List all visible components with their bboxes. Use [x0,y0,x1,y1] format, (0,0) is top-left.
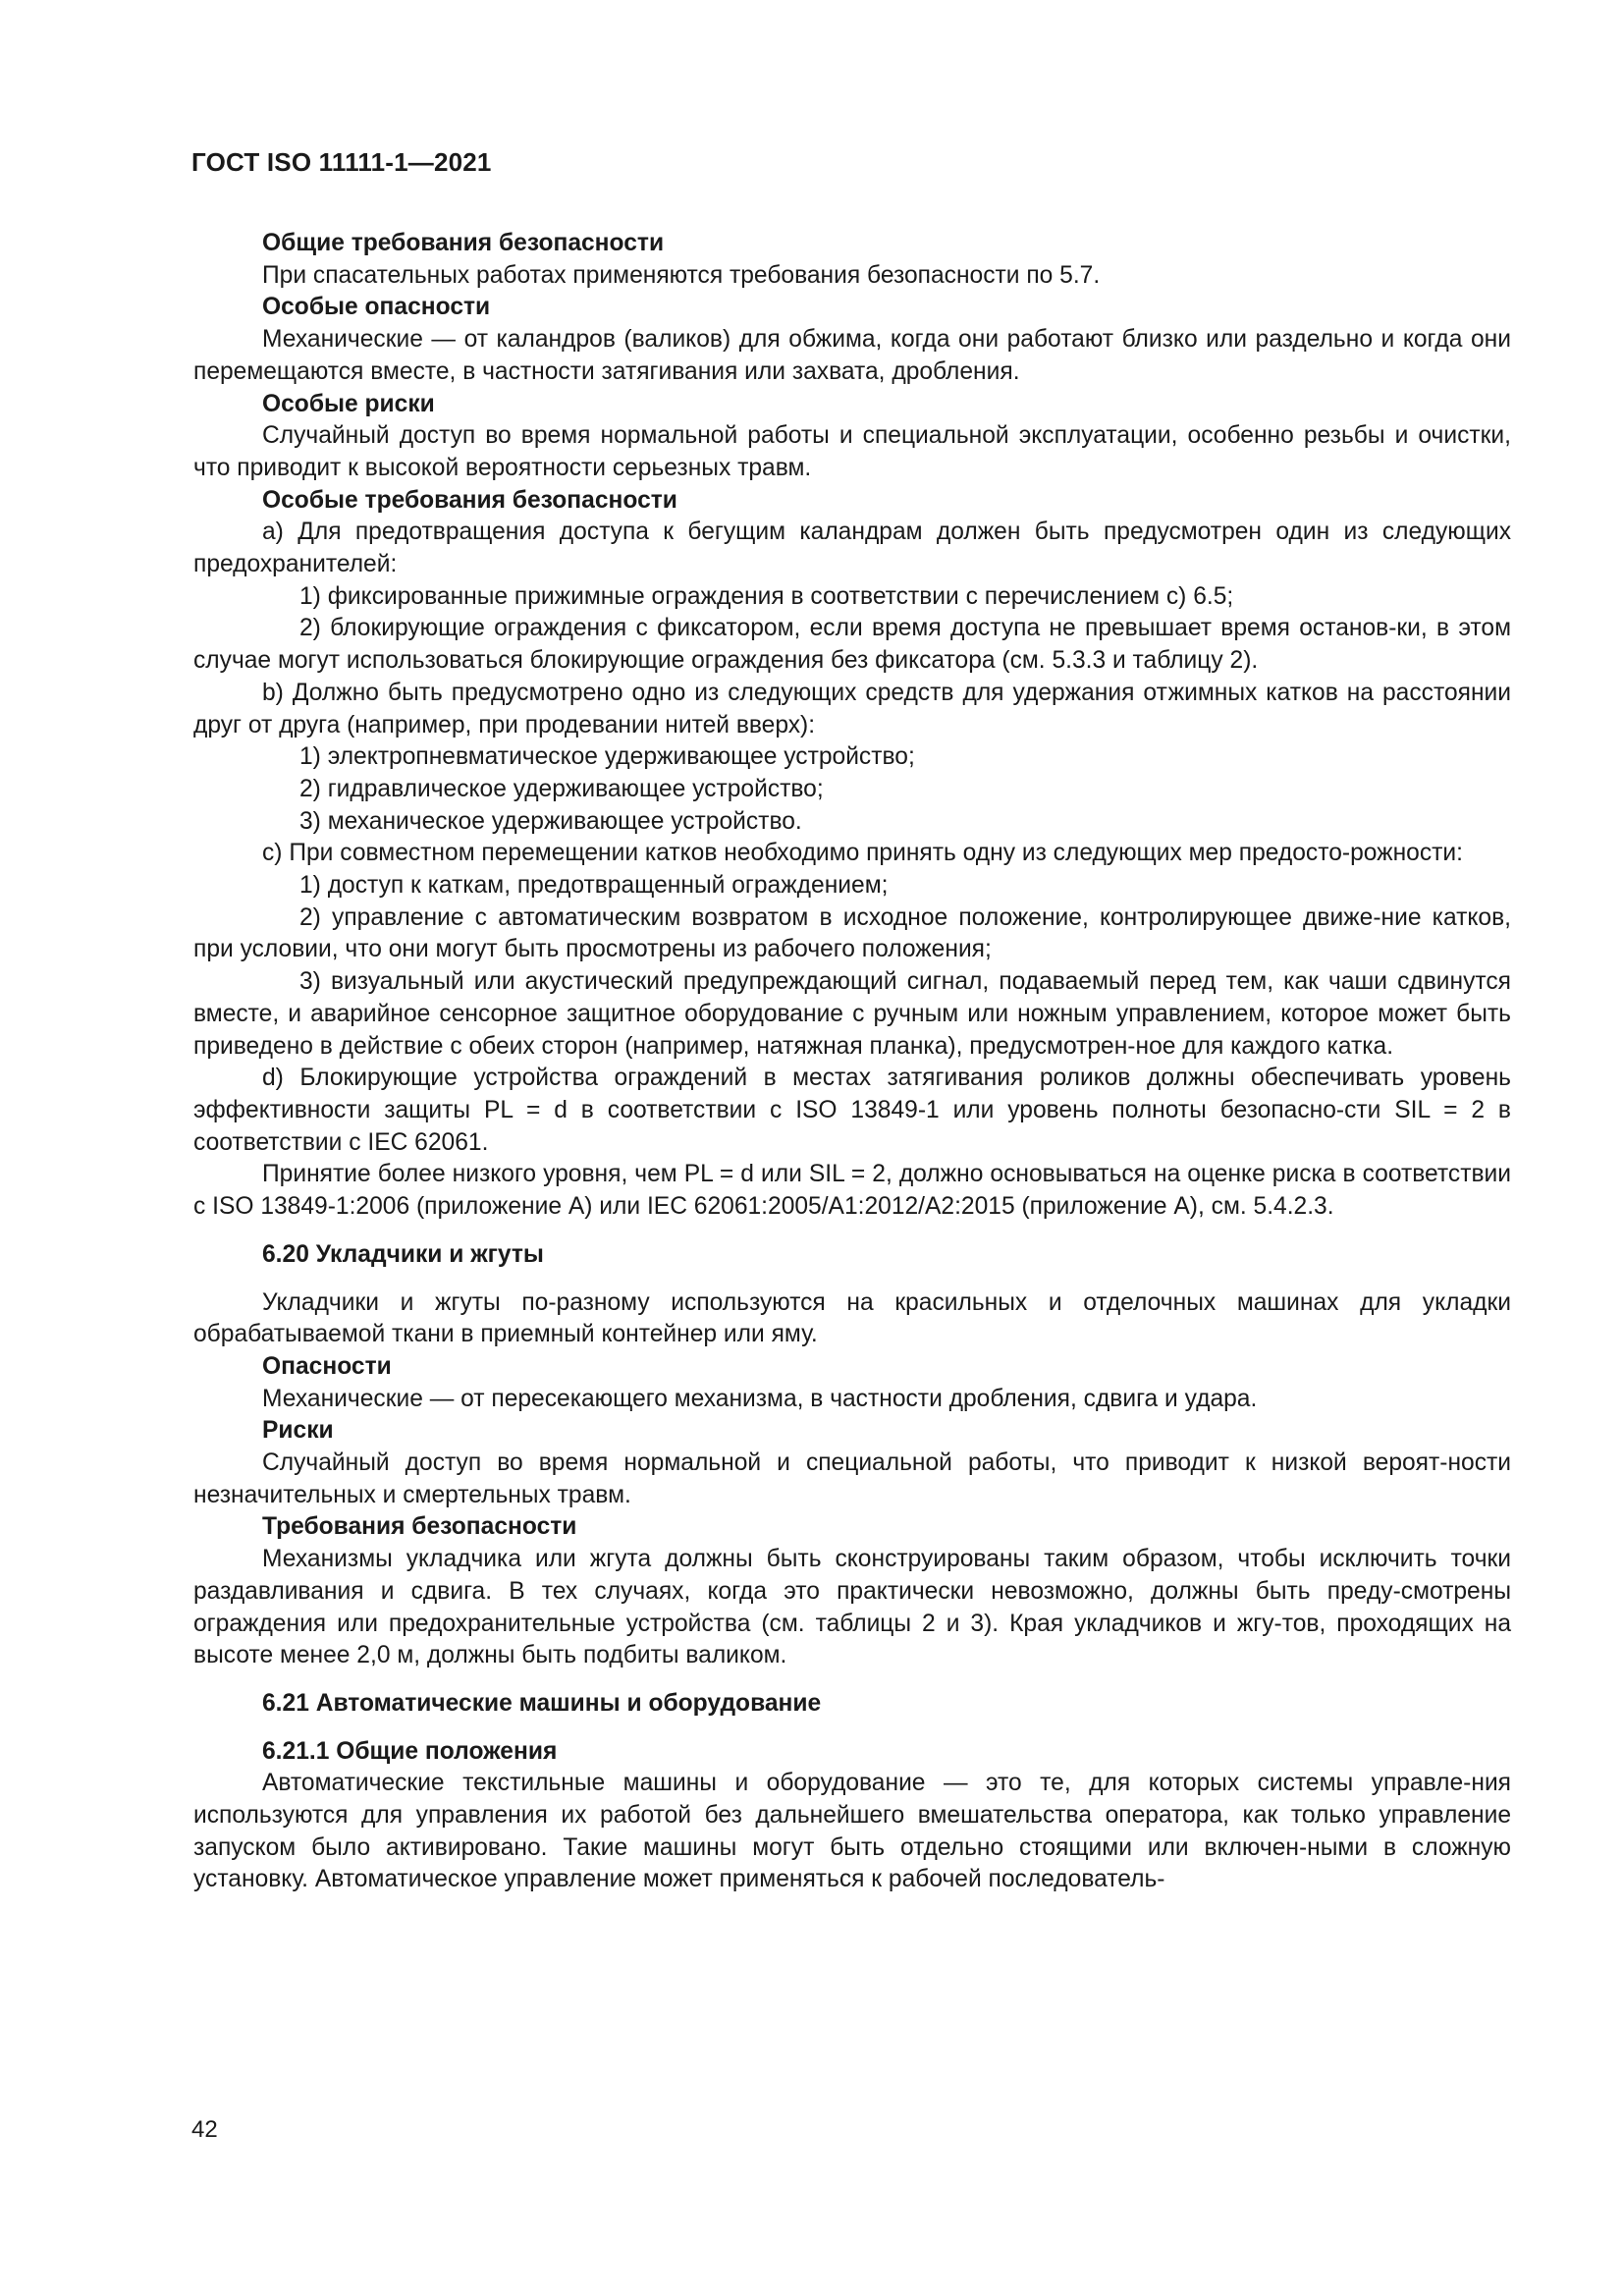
subheading: Особые опасности [262,294,491,321]
list-item: 1) доступ к каткам, предотвращенный ограждением; [299,872,889,900]
page-header: ГОСТ ISO 11111-1—2021 [191,147,492,177]
paragraph: Механизмы укладчика или жгута должны быть сконструированы таким образом, чтобы исключить точки раздавливания и сдвига. В тех случаях, когда это практически невозможно, должны быть преду-смотрены ограждения или предохранительные устройства (см. таблицы 2 и 3). Края укладчиков и жгу-тов, проходящих на высоте менее 2,0 м, должны быть подбиты валиком. [193,1546,1511,1669]
paragraph: Случайный доступ во время нормальной и специальной работы, что приводит к низкой вероят-ности незначительных и смертельных травм. [193,1449,1511,1508]
document-body [193,228,1511,1896]
list-item: 2) управление с автоматическим возвратом в исходное положение, контролирующее движе-ние катков, при условии, что они могут быть просмотрены из рабочего положения; [193,903,1511,963]
subheading: Риски [262,1417,334,1445]
subheading: Общие требования безопасности [262,230,665,256]
paragraph: Принятие более низкого уровня, чем PL = d или SIL = 2, должно основываться на оценке риска в соответствии с ISO 13849-1:2006 (приложение А) или IEC 62061:2005/A1:2012/A2:2015 (приложение А), см. 5.4.2.3. [193,1161,1511,1221]
paragraph: Автоматические текстильные машины и оборудование — это те, для которых системы управле-ния используются для управления их работой без дальнейшего вмешательства оператора, как только управление запуском было активировано. Такие машины могут быть отдельно стоящими или включен-ными в сложную установку. Автоматическое управление может применяться к рабочей последователь- [193,1770,1511,1893]
section-heading: 6.20 Укладчики и жгуты [262,1240,544,1268]
paragraph: Случайный доступ во время нормальной работы и специальной эксплуатации, особенно резьбы и очистки, что приводит к высокой вероятности серьезных травм. [193,422,1511,481]
list-item: 2) блокирующие ограждения с фиксатором, если время доступа не превышает время останов-ки, в этом случае могут использоваться блокирующие ограждения без фиксатора (см. 5.3.3 и таблицу 2). [193,615,1511,675]
subheading: Опасности [262,1352,392,1380]
paragraph: c) При совместном перемещении катков необходимо принять одну из следующих мер предосто-рожности: [262,840,1463,867]
list-item: 3) визуальный или акустический предупреждающий сигнал, подаваемый перед тем, как чаши сдвинутся вместе, и аварийное сенсорное защитное оборудование с ручным или ножным управлением, которое может быть приведено в действие с обеих сторон (например, натяжная планка), предусмотрен-ное для каждого катка. [193,968,1511,1060]
paragraph: Укладчики и жгуты по-разному используются на красильных и отделочных машинах для укладки обрабатываемой ткани в приемный контейнер или яму. [193,1288,1511,1348]
subsection-heading: 6.21.1 Общие положения [262,1737,558,1765]
paragraph: Механические — от каландров (валиков) для обжима, когда они работают близко или раздельно и когда они перемещаются вместе, в частности затягивания или захвата, дробления. [193,326,1511,385]
list-item: 1) электропневматическое удерживающее устройство; [299,743,915,771]
subheading: Особые риски [262,390,435,417]
paragraph: d) Блокирующие устройства ограждений в местах затягивания роликов должны обеспечивать уровень эффективности защиты PL = d в соответствии с ISO 13849-1 или уровень полноты безопасно-сти SIL = 2 в соответствии с IEC 62061. [193,1065,1511,1156]
page-number: 42 [191,2116,218,2143]
section-heading: 6.21 Автоматические машины и оборудование [262,1689,822,1717]
paragraph: При спасательных работах применяются требования безопасности по 5.7. [262,261,1101,289]
list-item: 2) гидравлическое удерживающее устройство; [299,775,824,802]
list-item: 1) фиксированные прижимные ограждения в соответствии с перечислением с) 6.5; [299,582,1234,610]
subheading: Особые требования безопасности [262,486,677,514]
paragraph: a) Для предотвращения доступа к бегущим каландрам должен быть предусмотрен один из следующих предохранителей: [193,519,1511,578]
paragraph: b) Должно быть предусмотрено одно из следующих средств для удержания отжимных катков на расстоянии друг от друга (например, при продевании нитей вверх): [193,679,1511,738]
paragraph: Механические — от пересекающего механизма, в частности дробления, сдвига и удара. [262,1385,1258,1412]
subheading: Требования безопасности [262,1513,577,1541]
list-item: 3) механическое удерживающее устройство. [299,807,802,835]
